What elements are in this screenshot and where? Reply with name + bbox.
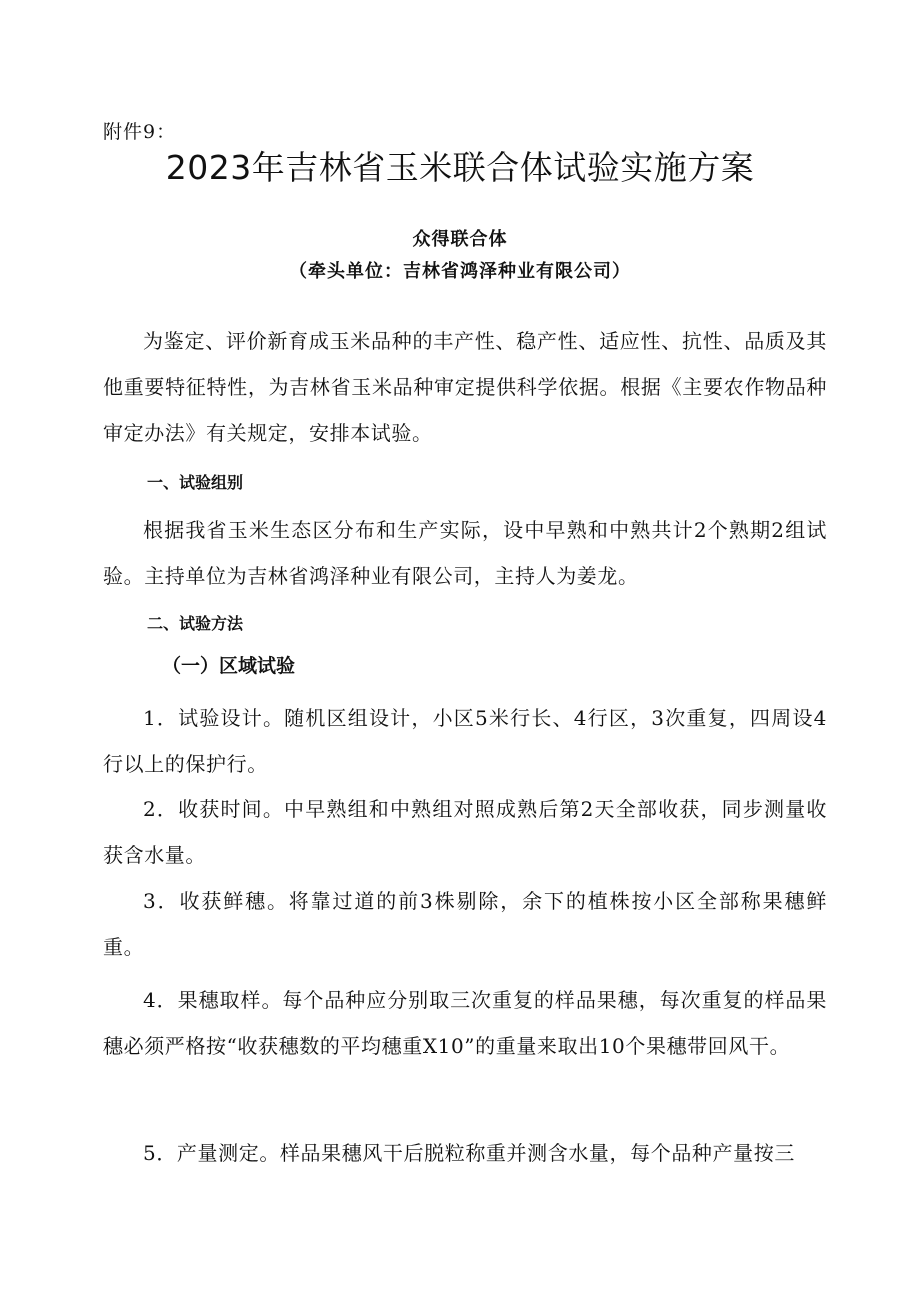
section-heading-groups: 一、试验组别 (147, 473, 244, 492)
lead-unit: （牵头单位：吉林省鸿泽种业有限公司） (289, 261, 631, 282)
document-title: 2023年吉林省玉米联合体试验实施方案 (165, 148, 755, 187)
consortium-name: 众得联合体 (412, 229, 508, 250)
intro-paragraph: 为鉴定、评价新育成玉米品种的丰产性、稳产性、适应性、抗性、品质及其他重要特征特性，为吉林省玉米品种审定提供科学依据。根据《主要农作物品种审定办法》有关规定，安排本试验。 (103, 329, 827, 445)
section-heading-methods: 二、试验方法 (147, 614, 244, 633)
list-item-trial-design: 1．试验设计。随机区组设计，小区5米行长、4行区，3次重复，四周设4行以上的保护行。 (103, 706, 827, 776)
list-item-harvest-time: 2．收获时间。中早熟组和中熟组对照成熟后第2天全部收获，同步测量收获含水量。 (103, 797, 827, 867)
attachment-label: 附件9： (103, 121, 177, 143)
section-groups-text: 根据我省玉米生态区分布和生产实际，设中早熟和中熟共计2个熟期2组试验。主持单位为吉林省鸿泽种业有限公司，主持人为姜龙。 (103, 518, 827, 588)
subsection-heading-regional-trial: （一）区域试验 (162, 655, 296, 677)
list-item-yield-measurement: 5．产量测定。样品果穗风干后脱粒称重并测含水量，每个品种产量按三 (143, 1141, 795, 1165)
list-item-ear-sampling: 4．果穗取样。每个品种应分别取三次重复的样品果穗，每次重复的样品果穗必须严格按“收获穗数的平均穗重X10”的重量来取出10个果穗带回风干。 (103, 988, 827, 1058)
list-item-fresh-ears: 3．收获鲜穗。将靠过道的前3株剔除，余下的植株按小区全部称果穗鲜重。 (103, 889, 827, 959)
